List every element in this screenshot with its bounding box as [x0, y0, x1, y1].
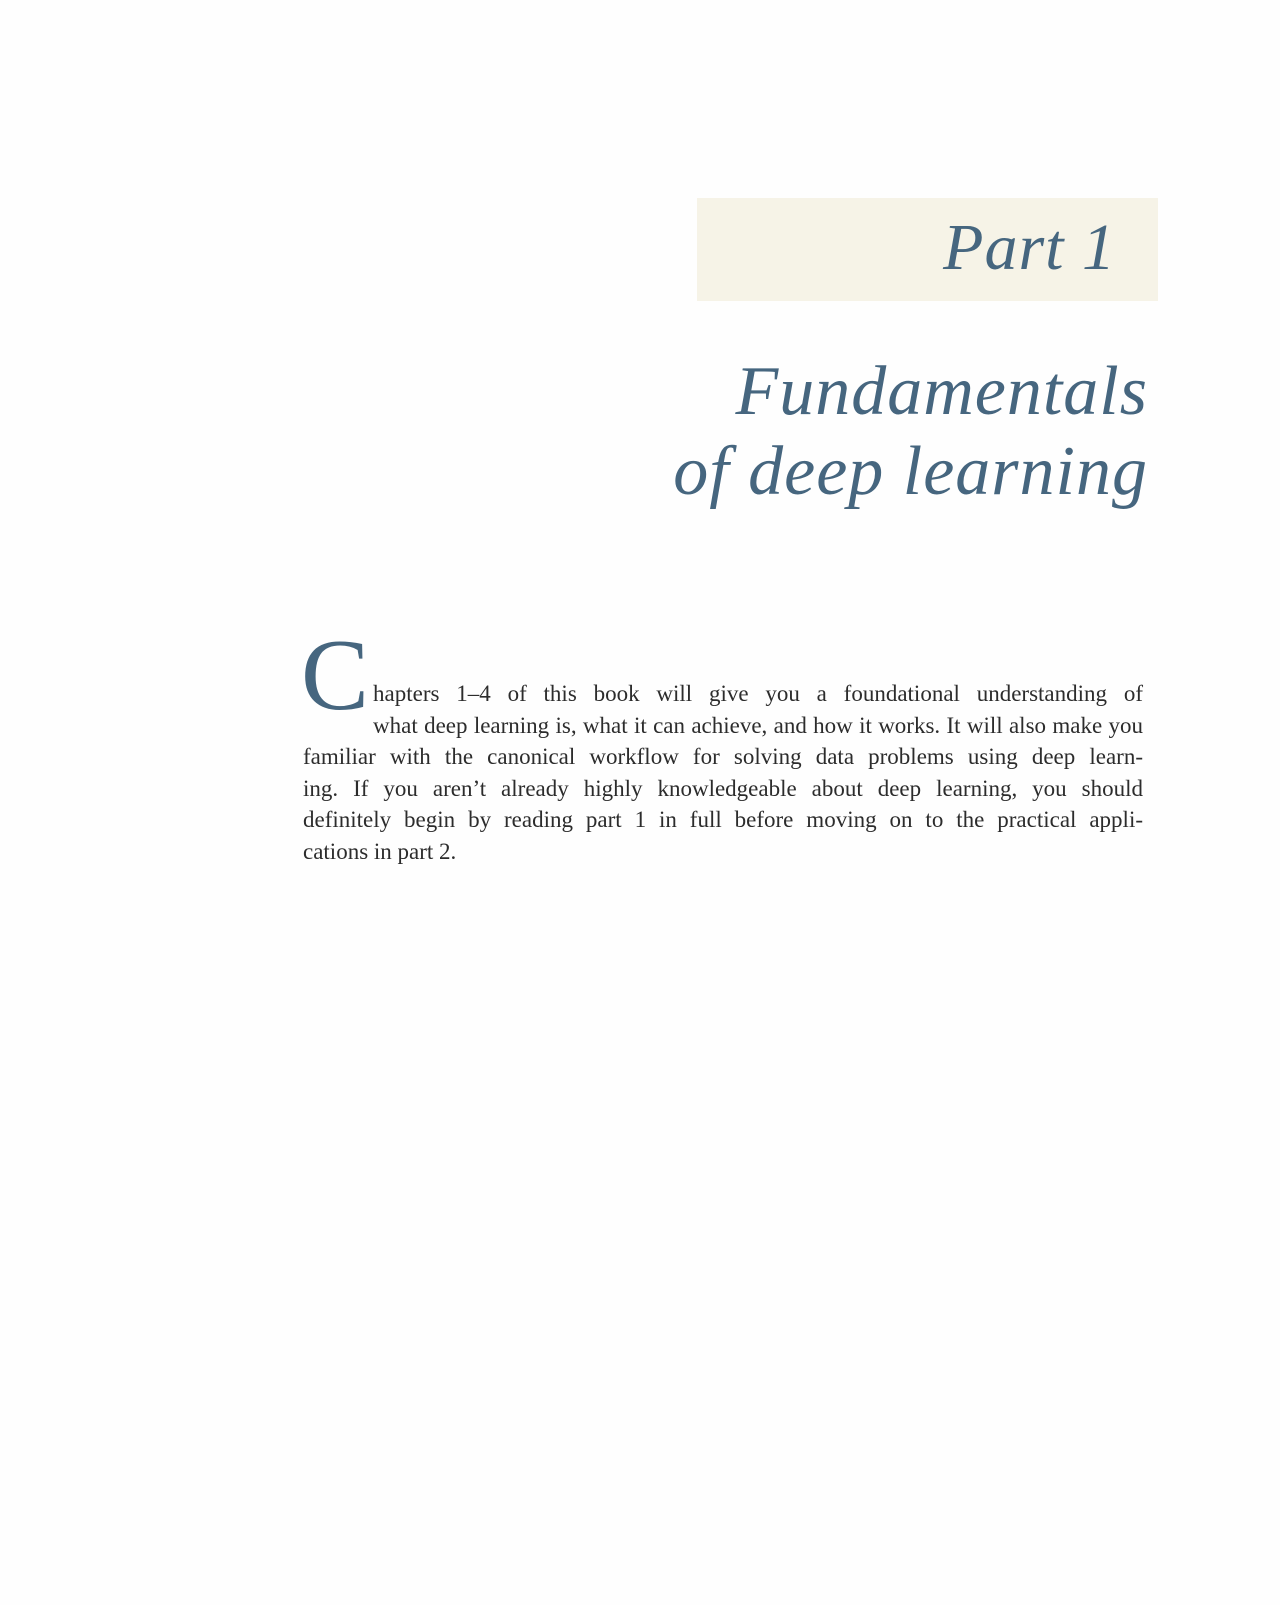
part-title-line-1: Fundamentals [735, 353, 1148, 430]
part-label: Part 1 [943, 211, 1116, 284]
intro-line-2: what deep learning is, what it can achieve, and how it works. It will also make you [373, 712, 1143, 738]
intro-line-4: ing. If you aren’t already highly knowledgeable about deep learning, you should [303, 775, 1143, 801]
intro-paragraph [301, 619, 1143, 867]
part-label-box [697, 198, 1158, 301]
intro-line-1: hapters 1–4 of this book will give you a foundational understanding of [373, 681, 1143, 706]
drop-cap: C [301, 619, 370, 732]
intro-line-5: definitely begin by reading part 1 in full before moving on to the practical appli- [303, 807, 1143, 832]
intro-line-6: cations in part 2. [303, 838, 457, 864]
intro-line-3: familiar with the canonical workflow for solving data problems using deep learn- [303, 744, 1143, 769]
part-title-line-2: of deep learning [673, 433, 1148, 510]
part-title [673, 352, 1148, 512]
